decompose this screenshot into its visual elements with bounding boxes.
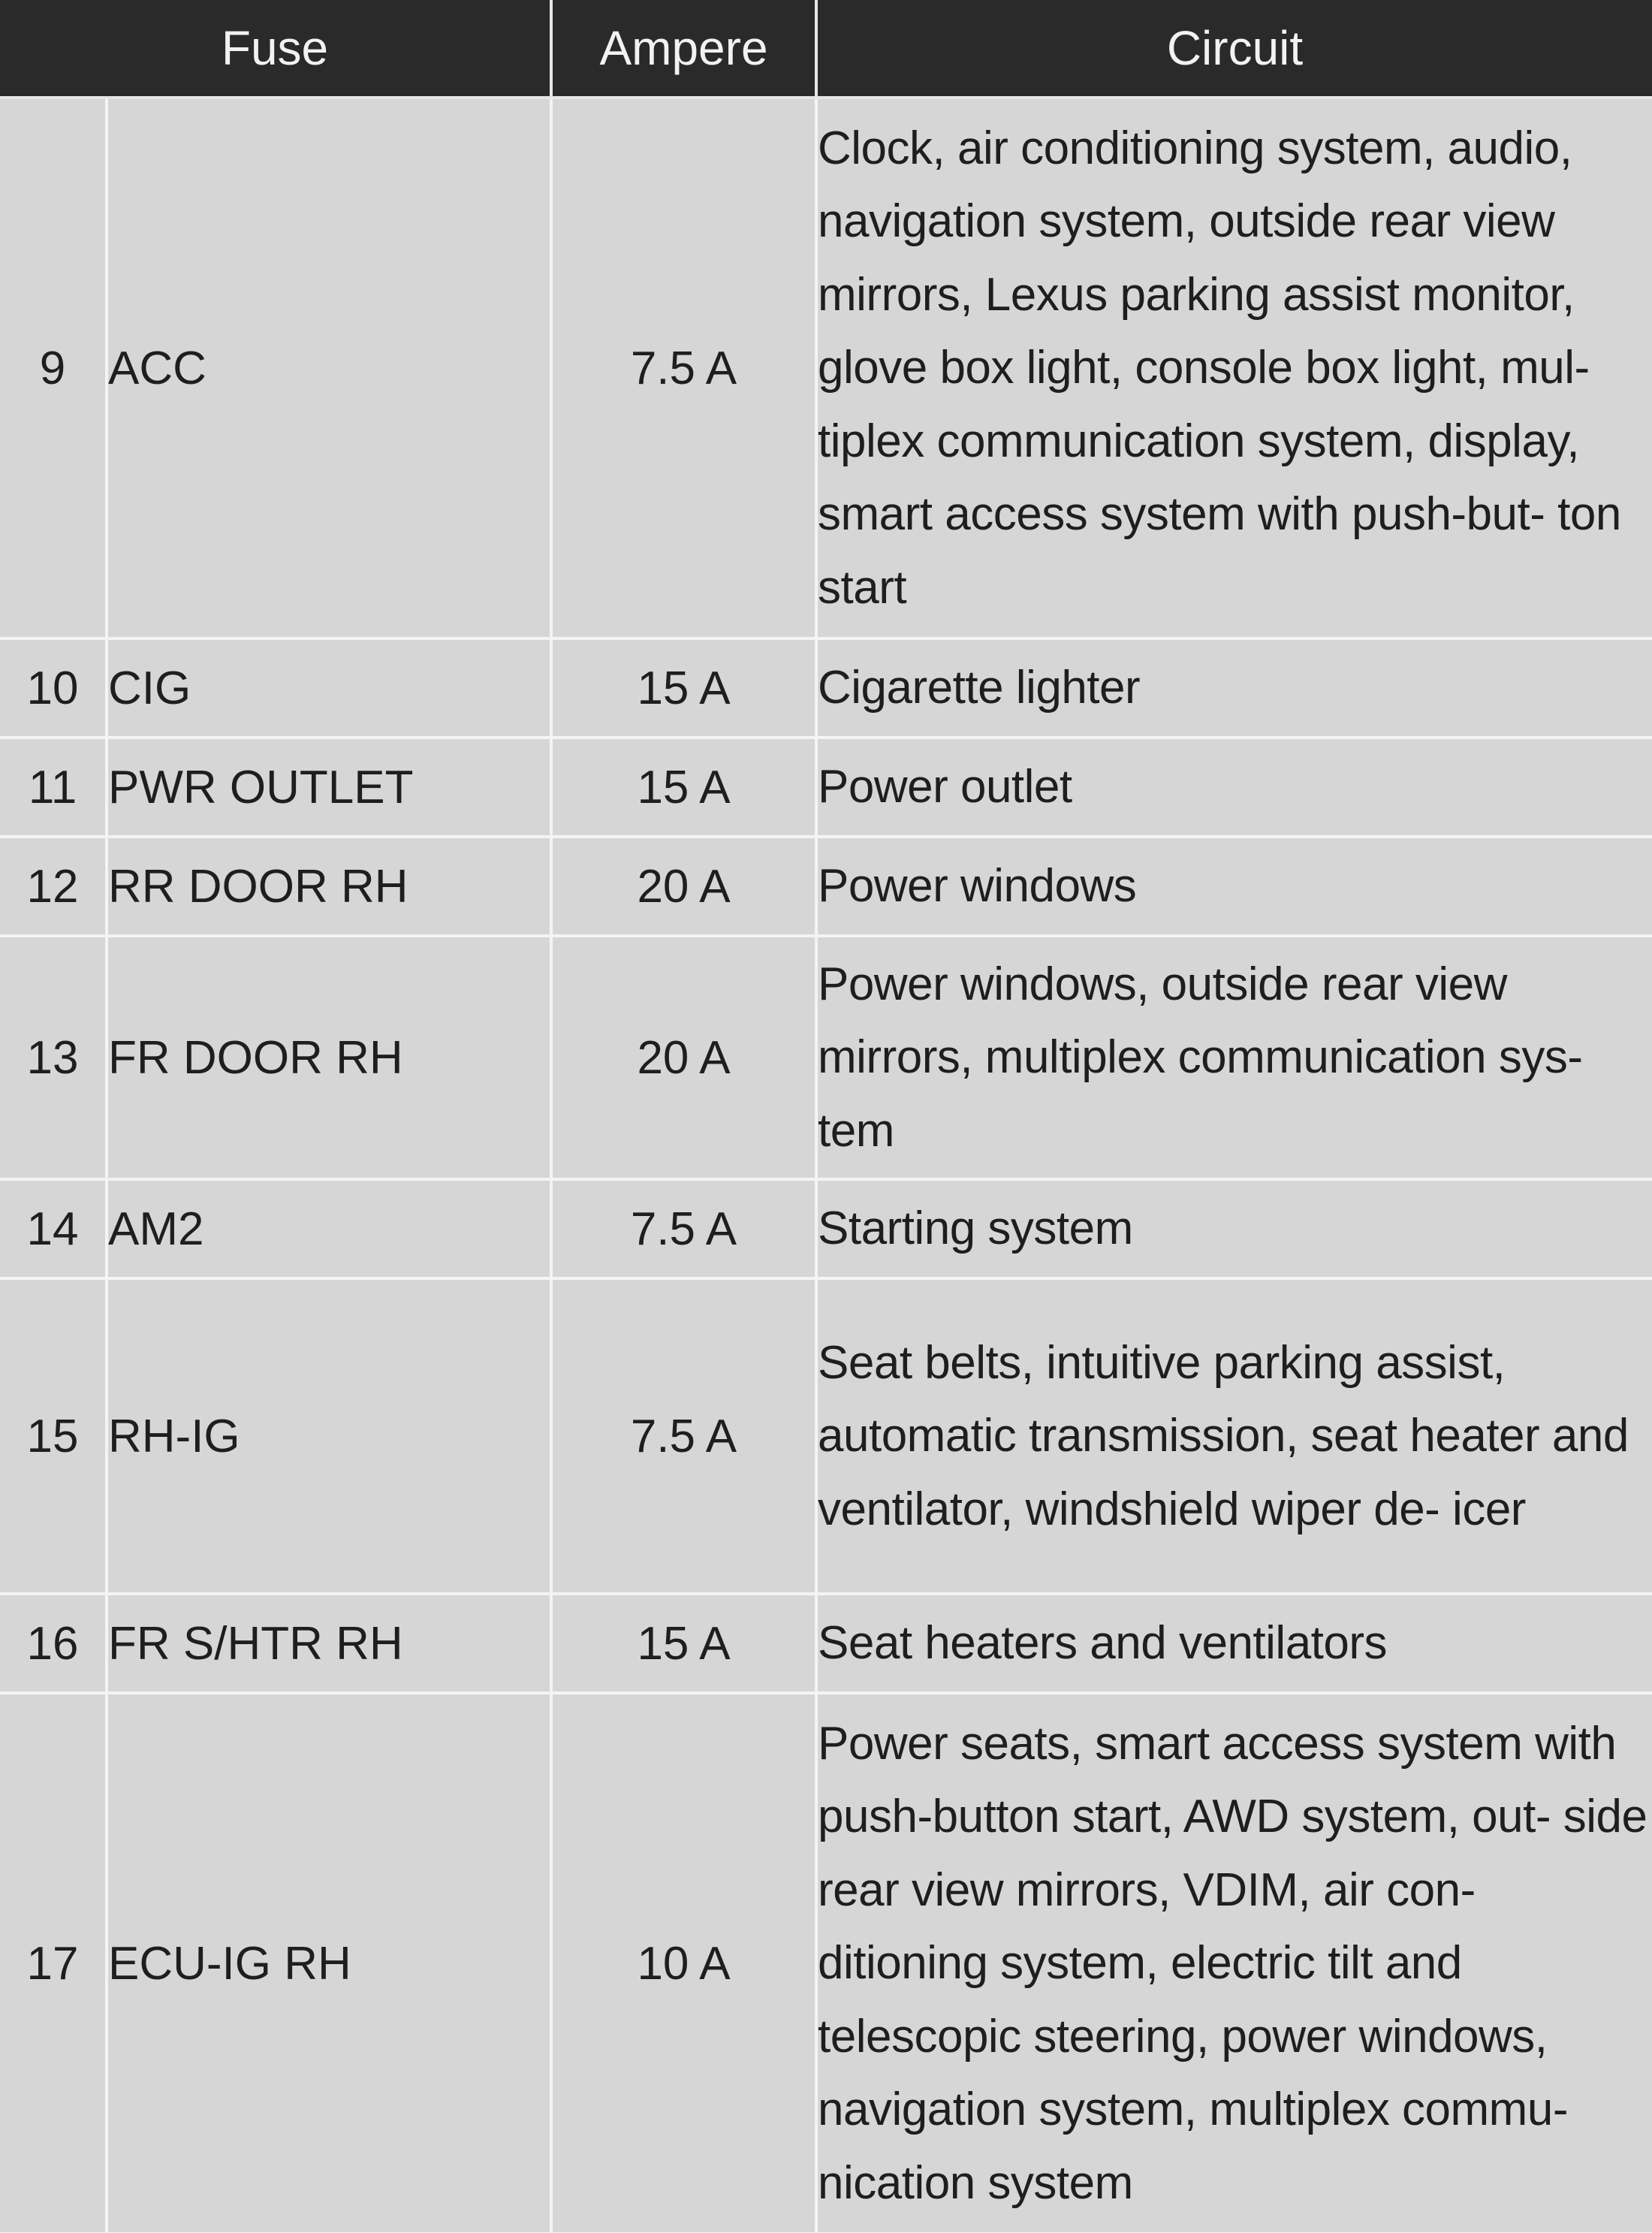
fuse-ampere: 20 A	[551, 837, 816, 936]
fuse-circuit: Clock, air conditioning system, audio, navigation system, outside rear view mirrors, Lexus parking assist monitor, glove box light, console box light, mul- tiplex communication system, display, smart access system with push-but- ton start	[816, 98, 1652, 638]
table-header-row	[0, 0, 1652, 98]
fuse-circuit: Power windows	[816, 837, 1652, 936]
fuse-circuit: Power seats, smart access system with push-button start, AWD system, out- side rear view mirrors, VDIM, air con- ditioning system, electric tilt and telescopic steering, power windows, navigation system, multiplex commu- nication system	[816, 1693, 1652, 2233]
fuse-ampere: 7.5 A	[551, 1278, 816, 1594]
table-row	[0, 98, 1652, 638]
fuse-circuit: Power outlet	[816, 738, 1652, 837]
fuse-name: RH-IG	[107, 1278, 551, 1594]
table-row	[0, 1278, 1652, 1594]
header-circuit: Circuit	[816, 0, 1652, 98]
fuse-name: RR DOOR RH	[107, 837, 551, 936]
fuse-circuit: Power windows, outside rear view mirrors, multiplex communication sys- tem	[816, 936, 1652, 1179]
fuse-number: 13	[0, 936, 107, 1179]
fuse-ampere: 15 A	[551, 1594, 816, 1693]
table-row	[0, 738, 1652, 837]
fuse-number: 10	[0, 638, 107, 738]
fuse-number: 12	[0, 837, 107, 936]
fuse-circuit: Starting system	[816, 1179, 1652, 1278]
fuse-name: AM2	[107, 1179, 551, 1278]
fuse-ampere: 20 A	[551, 936, 816, 1179]
fuse-name: PWR OUTLET	[107, 738, 551, 837]
fuse-number: 14	[0, 1179, 107, 1278]
table-row	[0, 837, 1652, 936]
table-row	[0, 1693, 1652, 2233]
header-fuse: Fuse	[0, 0, 551, 98]
fuse-ampere: 7.5 A	[551, 98, 816, 638]
fuse-ampere: 10 A	[551, 1693, 816, 2233]
fuse-number: 16	[0, 1594, 107, 1693]
table-row	[0, 638, 1652, 738]
fuse-number: 11	[0, 738, 107, 837]
fuse-ampere: 7.5 A	[551, 1179, 816, 1278]
fuse-circuit: Seat heaters and ventilators	[816, 1594, 1652, 1693]
table-row	[0, 1179, 1652, 1278]
fuse-number: 17	[0, 1693, 107, 2233]
fuse-name: ECU-IG RH	[107, 1693, 551, 2233]
table-row	[0, 936, 1652, 1179]
fuse-circuit: Seat belts, intuitive parking assist, automatic transmission, seat heater and ventilator, windshield wiper de- icer	[816, 1278, 1652, 1594]
header-ampere: Ampere	[551, 0, 816, 98]
fuse-number: 9	[0, 98, 107, 638]
fuse-name: CIG	[107, 638, 551, 738]
fuse-name: FR S/HTR RH	[107, 1594, 551, 1693]
fuse-circuit: Cigarette lighter	[816, 638, 1652, 738]
fuse-name: ACC	[107, 98, 551, 638]
table-row	[0, 1594, 1652, 1693]
fuse-ampere: 15 A	[551, 638, 816, 738]
fuse-ampere: 15 A	[551, 738, 816, 837]
fuse-number: 15	[0, 1278, 107, 1594]
fuse-name: FR DOOR RH	[107, 936, 551, 1179]
